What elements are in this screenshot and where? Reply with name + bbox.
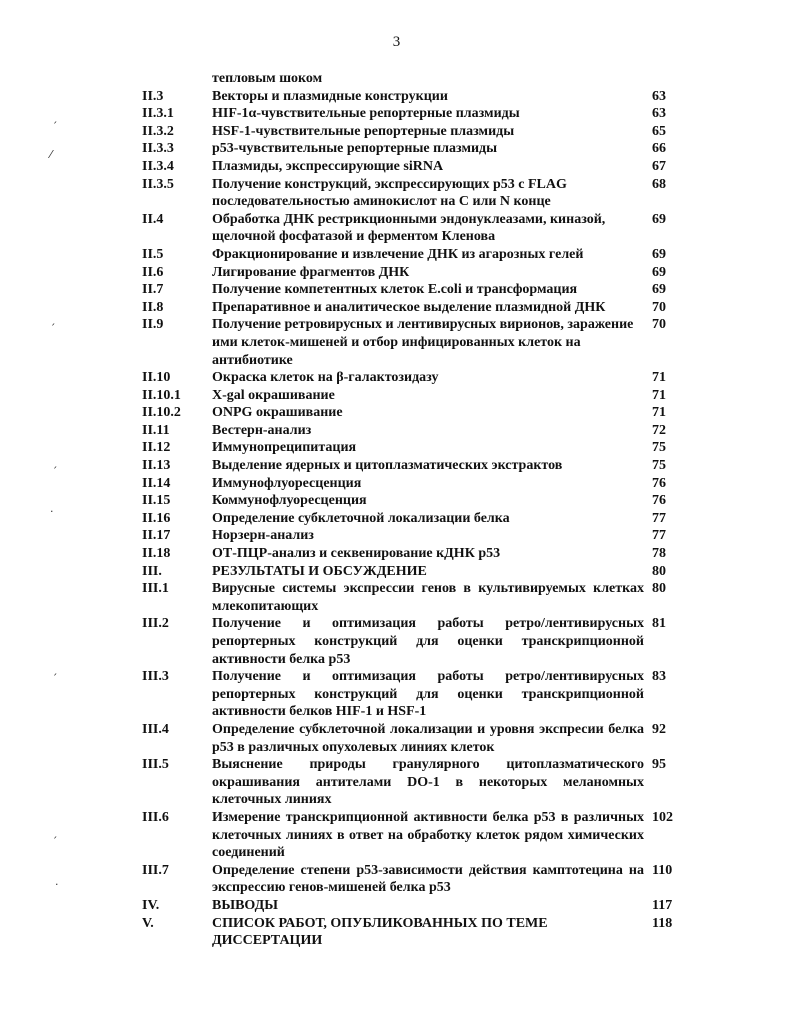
table-of-contents	[142, 70, 690, 950]
toc-entry-page: 71	[652, 370, 666, 386]
toc-entry	[142, 439, 690, 457]
toc-entry-page: 70	[652, 299, 666, 315]
toc-entry-title: РЕЗУЛЬТАТЫ И ОБСУЖДЕНИЕ	[212, 563, 427, 579]
toc-entry	[142, 88, 690, 106]
toc-entry-page: 75	[652, 440, 666, 456]
toc-entry-page: 76	[652, 475, 666, 491]
toc-entry-title: Коммунофлуоресценция	[212, 493, 367, 509]
toc-entry-number: II.5	[142, 246, 164, 262]
scan-mark: ·	[50, 505, 54, 518]
toc-entry-page: 77	[652, 528, 666, 544]
toc-entry	[142, 105, 690, 123]
toc-entry-title: Вестерн-анализ	[212, 422, 312, 438]
toc-entry-page: 81	[652, 616, 666, 632]
toc-entry-number: III.7	[142, 862, 169, 878]
toc-entry-title: p53-чувствительные репортерные плазмиды	[212, 141, 498, 157]
toc-entry-title: X-gal окрашивание	[212, 387, 335, 403]
toc-entry	[142, 615, 690, 668]
toc-entry	[142, 510, 690, 528]
toc-entry	[142, 176, 690, 211]
toc-entry-page: 67	[652, 158, 666, 174]
toc-entry-number: III.1	[142, 581, 169, 597]
toc-entry-number: II.10.2	[142, 405, 181, 421]
toc-entry-number: II.3.2	[142, 123, 174, 139]
toc-entry-title: Выяснение природы гранулярного цитоплазматического окрашивания антителами DO-1 в некоторых меланомных клеточных линиях	[212, 757, 644, 808]
scan-mark: ˊ	[52, 120, 58, 133]
toc-entry-page: 80	[652, 563, 666, 579]
toc-entry-number: II.3.5	[142, 176, 174, 192]
toc-entry-number: III.3	[142, 669, 169, 685]
toc-entry-page: 95	[652, 757, 666, 773]
scan-mark: ˊ	[50, 322, 56, 335]
toc-entry-number: II.17	[142, 528, 171, 544]
toc-entry-page: 75	[652, 458, 666, 474]
toc-entry	[142, 158, 690, 176]
toc-entry-title: ВЫВОДЫ	[212, 897, 278, 913]
toc-entry	[142, 563, 690, 581]
toc-entry-number: II.11	[142, 422, 170, 438]
toc-entry	[142, 246, 690, 264]
toc-entry	[142, 316, 690, 369]
toc-entry-number: II.16	[142, 510, 171, 526]
toc-entry-number: II.6	[142, 264, 164, 280]
toc-entry-title: Получение конструкций, экспрессирующих p53 с FLAG последовательностью аминокислот на C или N конце	[212, 176, 567, 210]
toc-entry	[142, 387, 690, 405]
toc-entry	[142, 475, 690, 493]
toc-entry	[142, 369, 690, 387]
toc-entry-title: Определение субклеточной локализации и уровня экспресии белка p53 в различных опухолевых линиях клеток	[212, 721, 644, 755]
toc-entry-number: IV.	[142, 897, 160, 913]
toc-entry-number: II.9	[142, 317, 164, 333]
toc-entry-page: 70	[652, 317, 666, 333]
toc-entry-page: 71	[652, 387, 666, 403]
scan-mark: ·	[55, 878, 59, 891]
toc-entry-number: II.3.4	[142, 158, 174, 174]
toc-entry-number: II.14	[142, 475, 171, 491]
toc-entry-title: Иммунопреципитация	[212, 440, 357, 456]
toc-entry-page: 110	[652, 862, 673, 878]
toc-entry	[142, 721, 690, 756]
toc-entry-title: Лигирование фрагментов ДНК	[212, 264, 410, 280]
toc-entry-number: II.12	[142, 440, 171, 456]
toc-entry-number: III.5	[142, 757, 169, 773]
toc-entry-page: 63	[652, 88, 666, 104]
toc-entry	[142, 862, 690, 897]
toc-entry-number: II.4	[142, 211, 164, 227]
toc-entry-number: III.	[142, 563, 162, 579]
toc-entry-title: Получение ретровирусных и лентивирусных вирионов, заражение ими клеток-мишеней и отбор инфицированных клеток на антибиотике	[212, 317, 634, 368]
toc-entry	[142, 140, 690, 158]
toc-entry-page: 69	[652, 246, 666, 262]
toc-entry-page: 63	[652, 106, 666, 122]
toc-entry	[142, 915, 690, 950]
toc-entry-title: Норзерн-анализ	[212, 528, 314, 544]
toc-entry-page: 69	[652, 264, 666, 280]
toc-entry-page: 68	[652, 176, 666, 192]
toc-entry	[142, 211, 690, 246]
toc-entry-number: II.10	[142, 370, 171, 386]
toc-entry-title: Выделение ядерных и цитоплазматических экстрактов	[212, 458, 563, 474]
toc-entry-page: 69	[652, 282, 666, 298]
toc-entry-number: II.8	[142, 299, 164, 315]
scan-mark: ⁄	[50, 148, 52, 161]
toc-entry-title: Векторы и плазмидные конструкции	[212, 88, 448, 104]
toc-entry-title: HSF-1-чувствительные репортерные плазмиды	[212, 123, 515, 139]
toc-entry-page: 92	[652, 721, 666, 737]
toc-entry-title: тепловым шоком	[212, 71, 323, 86]
scan-mark: ˊ	[52, 465, 58, 478]
toc-entry	[142, 756, 690, 809]
toc-entry-title: Получение компетентных клеток E.coli и трансформация	[212, 282, 578, 298]
toc-entry	[142, 422, 690, 440]
toc-entry-page: 102	[652, 809, 673, 825]
toc-entry	[142, 897, 690, 915]
toc-entry-page: 78	[652, 546, 666, 562]
toc-entry-number: II.10.1	[142, 387, 181, 403]
toc-entry	[142, 580, 690, 615]
toc-entry	[142, 527, 690, 545]
toc-entry-page: 72	[652, 422, 666, 438]
toc-entry-page: 65	[652, 123, 666, 139]
toc-entry-title: HIF-1α-чувствительные репортерные плазмиды	[212, 106, 520, 122]
toc-entry	[142, 809, 690, 862]
toc-entry-number: III.6	[142, 809, 169, 825]
toc-entry-page: 80	[652, 581, 666, 597]
toc-entry-title: ONPG окрашивание	[212, 405, 343, 421]
toc-entry-page: 77	[652, 510, 666, 526]
toc-entry	[142, 123, 690, 141]
toc-entry	[142, 299, 690, 317]
toc-entry-number: III.2	[142, 616, 169, 632]
toc-entry-number: II.15	[142, 493, 171, 509]
toc-entry	[142, 457, 690, 475]
toc-entry-number: II.3	[142, 88, 164, 104]
toc-entry-number: II.3.3	[142, 141, 174, 157]
scan-mark: ˊ	[52, 672, 58, 685]
toc-entry-title: Получение и оптимизация работы ретро/лентивирусных репортерных конструкций для оценки транскрипционной активности белка p53	[212, 616, 644, 667]
toc-entry-page: 69	[652, 211, 666, 227]
toc-entry	[142, 404, 690, 422]
toc-entry-page: 71	[652, 405, 666, 421]
toc-entry-page: 66	[652, 141, 666, 157]
toc-entry	[142, 281, 690, 299]
toc-entry-title: Получение и оптимизация работы ретро/лентивирусных репортерных конструкций для оценки транскрипционной активности белков HIF-1 и HSF-1	[212, 669, 644, 720]
toc-entry-page: 76	[652, 493, 666, 509]
scan-mark: ˊ	[52, 835, 58, 848]
toc-entry-number: II.18	[142, 546, 171, 562]
page-number: 3	[392, 34, 401, 50]
toc-entry-title: Препаративное и аналитическое выделение плазмидной ДНК	[212, 299, 606, 315]
toc-entry-title: СПИСОК РАБОТ, ОПУБЛИКОВАННЫХ ПО ТЕМЕ ДИССЕРТАЦИИ	[212, 915, 548, 949]
toc-entry-page: 118	[652, 915, 673, 931]
toc-entry-page: 117	[652, 897, 673, 913]
toc-entry	[142, 70, 690, 88]
toc-entry-title: Плазмиды, экспрессирующие siRNA	[212, 158, 444, 174]
toc-entry	[142, 264, 690, 282]
toc-entry-number: V.	[142, 915, 154, 931]
toc-entry-title: ОТ-ПЦР-анализ и секвенирование кДНК p53	[212, 546, 501, 562]
toc-entry-title: Определение степени p53-зависимости действия камптотецина на экспрессию генов-мишеней белка p53	[212, 862, 644, 896]
toc-entry-title: Вирусные системы экспрессии генов в культивируемых клетках млекопитающих	[212, 581, 644, 614]
toc-entry	[142, 668, 690, 721]
toc-entry	[142, 492, 690, 510]
toc-entry	[142, 545, 690, 563]
toc-entry-title: Окраска клеток на β-галактозидазу	[212, 370, 439, 386]
toc-entry-title: Определение субклеточной локализации белка	[212, 510, 510, 526]
toc-entry-number: II.7	[142, 282, 164, 298]
toc-entry-title: Измерение транскрипционной активности белка p53 в различных клеточных линиях в ответ на обработку клеток рядом химических соединений	[212, 809, 644, 861]
toc-entry-title: Фракционирование и извлечение ДНК из агарозных гелей	[212, 246, 584, 262]
toc-entry-page: 83	[652, 669, 666, 685]
toc-entry-number: III.4	[142, 721, 169, 737]
toc-entry-title: Обработка ДНК рестрикционными эндонуклеазами, киназой, щелочной фосфатазой и ферментом Кленова	[212, 211, 606, 245]
toc-entry-title: Иммунофлуоресценция	[212, 475, 362, 491]
toc-entry-number: II.3.1	[142, 106, 174, 122]
toc-entry-number: II.13	[142, 458, 171, 474]
